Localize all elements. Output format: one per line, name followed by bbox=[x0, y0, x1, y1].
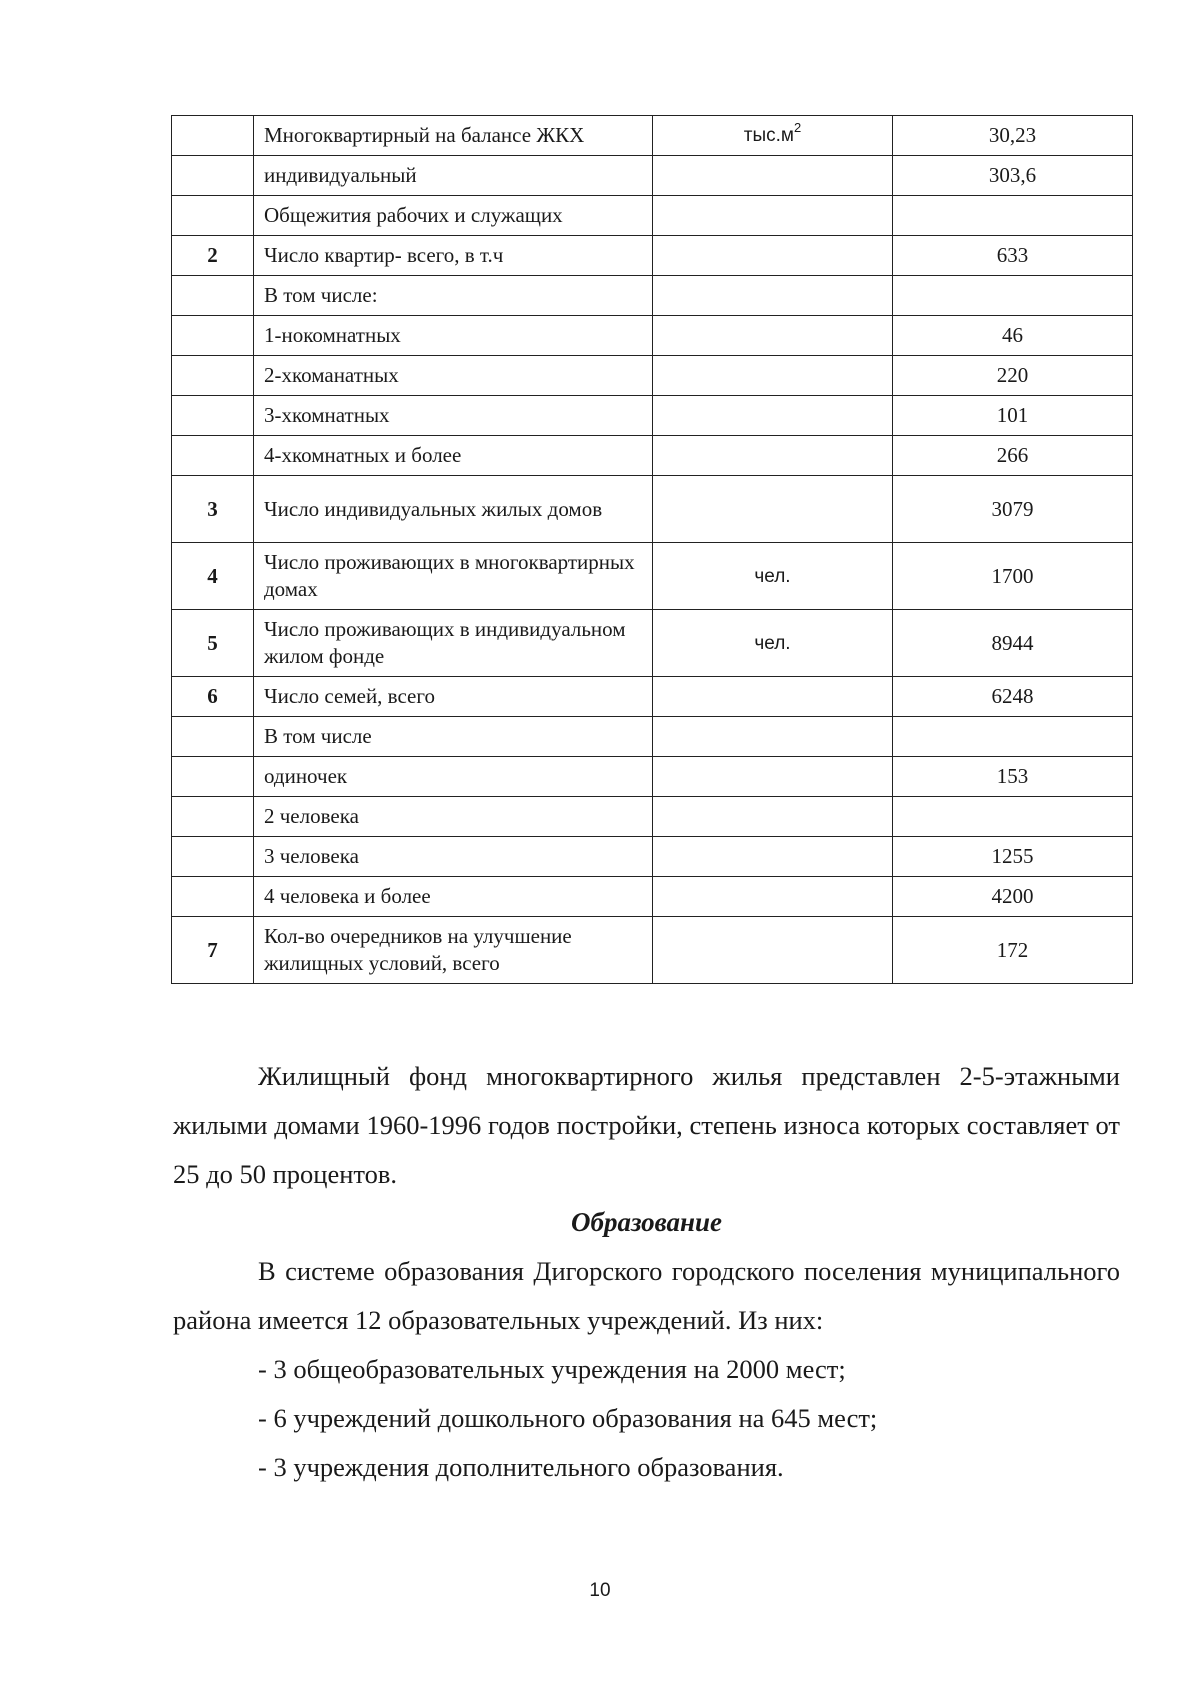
row-number bbox=[172, 156, 254, 196]
table-row bbox=[172, 610, 1133, 677]
row-unit bbox=[653, 236, 893, 276]
row-unit bbox=[653, 677, 893, 717]
row-unit bbox=[653, 917, 893, 984]
row-label: В том числе bbox=[254, 717, 653, 757]
row-value: 101 bbox=[893, 396, 1133, 436]
row-label: индивидуальный bbox=[254, 156, 653, 196]
row-label: Число индивидуальных жилых домов bbox=[254, 476, 653, 543]
list-item: - 6 учреждений дошкольного образования на 645 мест; bbox=[258, 1403, 878, 1433]
row-label: 3-хкомнатных bbox=[254, 396, 653, 436]
row-label: Число проживающих в индивидуальном жилом фонде bbox=[254, 610, 653, 677]
table-row bbox=[172, 196, 1133, 236]
row-value: 8944 bbox=[893, 610, 1133, 677]
row-value: 220 bbox=[893, 356, 1133, 396]
row-value: 1700 bbox=[893, 543, 1133, 610]
table-row bbox=[172, 543, 1133, 610]
unit-superscript: 2 bbox=[793, 119, 802, 135]
row-value: 1255 bbox=[893, 837, 1133, 877]
row-label: 4 человека и более bbox=[254, 877, 653, 917]
table-row bbox=[172, 396, 1133, 436]
row-value: 3079 bbox=[893, 476, 1133, 543]
housing-table bbox=[171, 115, 1133, 984]
row-value: 30,23 bbox=[893, 116, 1133, 156]
row-label: одиночек bbox=[254, 757, 653, 797]
row-unit bbox=[653, 436, 893, 476]
row-label: Число семей, всего bbox=[254, 677, 653, 717]
row-number bbox=[172, 877, 254, 917]
row-number: 5 bbox=[172, 610, 254, 677]
page-number: 10 bbox=[589, 1580, 611, 1601]
row-unit: чел. bbox=[653, 610, 893, 677]
row-unit bbox=[653, 877, 893, 917]
table-row bbox=[172, 236, 1133, 276]
row-unit bbox=[653, 837, 893, 877]
row-number bbox=[172, 356, 254, 396]
row-unit bbox=[653, 717, 893, 757]
row-label: Общежития рабочих и служащих bbox=[254, 196, 653, 236]
row-label: Кол-во очередников на улучшение жилищных условий, всего bbox=[254, 917, 653, 984]
row-label: 1-нокомнатных bbox=[254, 316, 653, 356]
row-number bbox=[172, 717, 254, 757]
table-row bbox=[172, 276, 1133, 316]
unit-text: тыс.м bbox=[743, 125, 794, 146]
table-row bbox=[172, 356, 1133, 396]
row-value: 46 bbox=[893, 316, 1133, 356]
list-item: - 3 общеобразовательных учреждения на 2000 мест; bbox=[258, 1354, 846, 1384]
row-value: 172 bbox=[893, 917, 1133, 984]
row-unit bbox=[653, 116, 893, 156]
row-label: 2-хкоманатных bbox=[254, 356, 653, 396]
row-label: Число проживающих в многоквартирных домах bbox=[254, 543, 653, 610]
row-value bbox=[893, 717, 1133, 757]
education-paragraph: В системе образования Дигорского городского поселения муниципального района имеется 12 образовательных учреждений. Из них: bbox=[173, 1256, 1120, 1335]
row-value: 153 bbox=[893, 757, 1133, 797]
row-unit bbox=[653, 156, 893, 196]
row-number bbox=[172, 316, 254, 356]
row-unit bbox=[653, 757, 893, 797]
row-unit bbox=[653, 396, 893, 436]
table-row bbox=[172, 797, 1133, 837]
row-number: 3 bbox=[172, 476, 254, 543]
row-number: 7 bbox=[172, 917, 254, 984]
education-list bbox=[258, 1345, 1120, 1492]
table-row bbox=[172, 436, 1133, 476]
row-label: Многоквартирный на балансе ЖКХ bbox=[254, 116, 653, 156]
table-row bbox=[172, 837, 1133, 877]
table-row bbox=[172, 116, 1133, 156]
row-label: 2 человека bbox=[254, 797, 653, 837]
row-number bbox=[172, 276, 254, 316]
row-number bbox=[172, 837, 254, 877]
row-value: 4200 bbox=[893, 877, 1133, 917]
row-unit bbox=[653, 476, 893, 543]
row-number bbox=[172, 797, 254, 837]
row-unit bbox=[653, 356, 893, 396]
list-item: - 3 учреждения дополнительного образования. bbox=[258, 1452, 784, 1482]
housing-paragraph: Жилищный фонд многоквартирного жилья представлен 2-5-этажными жилыми домами 1960-1996 годов постройки, степень износа которых составляет от 25 до 50 процентов. bbox=[173, 1061, 1120, 1189]
row-value: 266 bbox=[893, 436, 1133, 476]
section-heading: Образование bbox=[570, 1207, 723, 1237]
table-row bbox=[172, 677, 1133, 717]
row-value bbox=[893, 797, 1133, 837]
row-unit bbox=[653, 196, 893, 236]
table-row bbox=[172, 717, 1133, 757]
row-number bbox=[172, 116, 254, 156]
row-number: 2 bbox=[172, 236, 254, 276]
table-row bbox=[172, 316, 1133, 356]
table-row bbox=[172, 877, 1133, 917]
row-value: 633 bbox=[893, 236, 1133, 276]
row-number bbox=[172, 436, 254, 476]
row-number: 6 bbox=[172, 677, 254, 717]
row-label: Число квартир- всего, в т.ч bbox=[254, 236, 653, 276]
row-value: 303,6 bbox=[893, 156, 1133, 196]
row-value bbox=[893, 276, 1133, 316]
row-number bbox=[172, 757, 254, 797]
row-number bbox=[172, 396, 254, 436]
row-value: 6248 bbox=[893, 677, 1133, 717]
row-label: 4-хкомнатных и более bbox=[254, 436, 653, 476]
row-unit bbox=[653, 276, 893, 316]
row-value bbox=[893, 196, 1133, 236]
row-label: В том числе: bbox=[254, 276, 653, 316]
row-number: 4 bbox=[172, 543, 254, 610]
table-row bbox=[172, 476, 1133, 543]
table-row bbox=[172, 917, 1133, 984]
row-unit bbox=[653, 316, 893, 356]
table-row bbox=[172, 757, 1133, 797]
row-number bbox=[172, 196, 254, 236]
row-label: 3 человека bbox=[254, 837, 653, 877]
table-row bbox=[172, 156, 1133, 196]
row-unit: чел. bbox=[653, 543, 893, 610]
row-unit bbox=[653, 797, 893, 837]
